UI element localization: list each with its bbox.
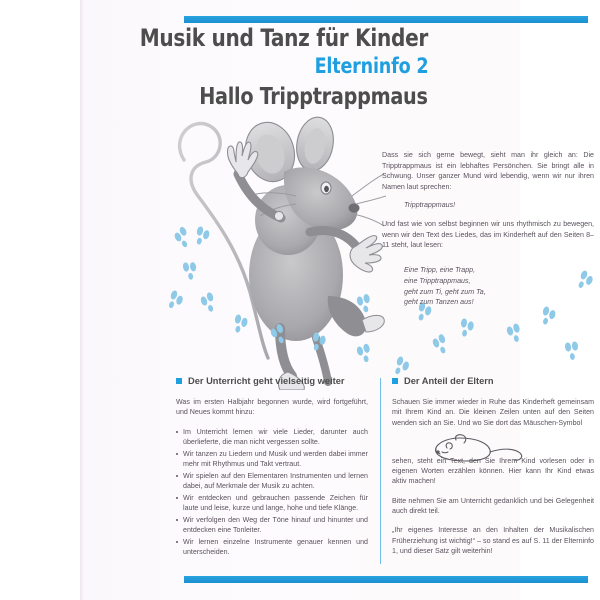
left-column	[176, 376, 368, 559]
list-item: Wir entdecken und gebrauchen passende Zeichen für laute und leise, kurze und lange, hohe und tiefe Klänge.	[176, 493, 368, 514]
verse-line: Eine Tripp, eine Trapp,	[404, 266, 476, 274]
list-item: Wir spielen auf den Elementaren Instrumenten und lernen dabei, auf Merkmale der Musik zu achten.	[176, 471, 368, 492]
verse-line: geht zum Tanzen aus!	[404, 298, 474, 307]
right-paragraph-1: Schauen Sie immer wieder in Ruhe das Kinderheft gemeinsam mit Ihrem Kind an. Die kleinen Zeilen unten auf den Seiten wenden sich an Sie. Und wo Sie dort das Mäuschen-Symbol	[392, 398, 594, 427]
square-bullet-icon	[176, 378, 182, 384]
right-paragraph-3: Bitte nehmen Sie am Unterricht gedanklich und bei Gelegenheit auch direkt teil.	[392, 496, 594, 516]
verse-block	[404, 265, 594, 308]
right-column-heading-label: Der Anteil der Eltern	[404, 376, 494, 386]
sleeping-mouse-symbol-icon	[410, 432, 542, 468]
right-column-heading	[392, 376, 594, 386]
intro-paragraph-2: Und fast wie von selbst beginnen wir uns rhythmisch zu bewegen, wenn wir den Text des Liedes, das im Kinderheft auf den Seiten 8–11 steht, laut lesen:	[382, 219, 594, 250]
right-paragraph-2: sehen, steht ein Text, den Sie Ihrem Kind vorlesen oder in eigenen Worten erzählen können. Hier kann Ihr Kind etwas aktiv machen!	[392, 456, 594, 486]
issue-title: Elterninfo 2	[314, 54, 428, 78]
left-column-heading	[176, 376, 368, 386]
square-bullet-icon	[392, 378, 398, 384]
list-item: Wir verfolgen den Weg der Töne hinauf und hinunter und entdecken eine Tonleiter.	[176, 515, 368, 536]
right-column	[392, 376, 594, 565]
left-column-lead-text: Was im ersten Halbjahr begonnen wurde, wird fortgeführt, und Neues kommt hinzu:	[176, 398, 368, 417]
bottom-rule-bar	[184, 576, 588, 583]
list-item: Wir tanzen zu Liedern und Musik und werden dabei immer mehr mit Rhythmus und Takt vertraut.	[176, 449, 368, 470]
intro-paragraph-1: Dass sie sich gerne bewegt, sieht man ihr gleich an: Die Tripptrappmaus ist ein lebhaftes Persönchen. Sie bringt alle in Schwung. Unser ganzer Mund wird lebendig, wenn wir nur ihren Namen laut sprechen:	[382, 151, 594, 191]
right-column-text-bottom	[392, 456, 594, 556]
left-column-heading-label: Der Unterricht geht vielseitig weiter	[188, 376, 345, 386]
list-item: Im Unterricht lernen wir viele Lieder, darunter auch überlieferte, die man nicht vergessen sollte.	[176, 427, 368, 448]
column-divider	[380, 378, 381, 564]
list-item: Wir lernen einzelne Instrumente genauer kennen und unterscheiden.	[176, 537, 368, 558]
series-title: Musik und Tanz für Kinder	[139, 24, 428, 52]
top-rule-bar	[184, 16, 588, 23]
verse-line: eine Tripptrappmaus,	[404, 276, 471, 285]
intro-text	[382, 150, 594, 259]
left-column-bullet-list	[176, 427, 368, 558]
page-title: Hallo Tripptrappmaus	[199, 84, 428, 110]
right-paragraph-4: „Ihr eigenes Interesse an den Inhalten der Musikalischen Früherziehung ist wichtig!“ – so stand es auf S. 11 der Elterninfo 1, und dieser Satz gilt weiterhin!	[392, 526, 594, 555]
right-column-text-top	[392, 397, 594, 428]
intro-call: Tripptrappmaus!	[404, 201, 456, 210]
left-column-lead	[176, 397, 368, 418]
page-sheet	[80, 0, 594, 600]
verse-line: geht zum Ti, geht zum Ta,	[404, 287, 486, 296]
